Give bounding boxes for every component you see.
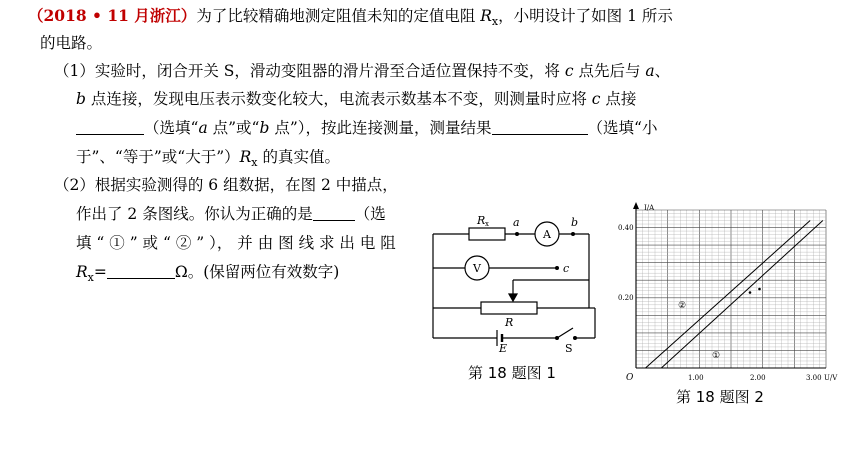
- part2-line4: [76, 262, 339, 288]
- question-intro-line2: [40, 33, 102, 53]
- line2-label: ②: [678, 301, 687, 311]
- point-a-label: a: [645, 62, 655, 80]
- intro-text-a: 为了比较精确地测定阻值未知的定值电阻: [196, 7, 481, 25]
- rx-subscript-2: x: [251, 156, 258, 170]
- label-switch: S: [565, 342, 573, 352]
- x-tick-100: 1.00: [688, 374, 704, 382]
- p2-text-d: 填 “ ① ” 或 “ ② ” ）， 并 由 图 线 求 出 电 阻: [76, 234, 396, 252]
- label-c: c: [563, 262, 570, 275]
- node-c: [555, 266, 559, 270]
- part2-line2: [76, 204, 386, 224]
- data-point: [758, 288, 761, 291]
- p1-text-j: 于”、“等于”或“大于”）: [76, 148, 240, 166]
- answer-blank-4[interactable]: [107, 262, 175, 279]
- resistor-rx: [469, 228, 505, 240]
- question-source: （2018 • 11 月浙江）: [28, 6, 197, 25]
- iu-graph: [612, 200, 848, 390]
- p1-text-a: （1）实验时，闭合开关 S，滑动变阻器的滑片滑至合适位置保持不变，将: [54, 62, 565, 80]
- p1-text-d: 点连接，发现电压表示数变化较大，电流表示数基本不变，则测量时应将: [85, 90, 592, 108]
- label-rx: R: [477, 214, 486, 227]
- answer-blank-1[interactable]: [76, 118, 144, 135]
- p2-text-b: 作出了 2 条图线。你认为正确的是: [76, 205, 313, 223]
- p1-text-b: 点先后与: [573, 62, 646, 80]
- switch-blade: [557, 328, 573, 338]
- p1-text-c: 、: [654, 62, 671, 80]
- p1-text-k: 的真实值。: [257, 148, 340, 166]
- point-b-label: b: [76, 90, 86, 108]
- point-b-label-2: b: [259, 119, 270, 137]
- rheostat: [481, 302, 537, 314]
- x-tick-300: 3.00: [806, 374, 822, 382]
- switch-contact: [573, 336, 577, 340]
- rx-subscript-3: x: [87, 271, 94, 285]
- p1-text-i: （选填“小: [587, 119, 658, 137]
- node-b: [571, 232, 575, 236]
- answer-blank-3[interactable]: [313, 204, 355, 221]
- graph-grid: [636, 210, 826, 368]
- part2-line1: [54, 175, 398, 195]
- part1-line1: [54, 61, 670, 81]
- x-tick-200: 2.00: [750, 374, 766, 382]
- figure2-caption: 第 18 题图 2: [676, 388, 764, 406]
- label-rheostat: R: [505, 316, 514, 329]
- label-ammeter: A: [543, 228, 551, 241]
- rx-subscript: x: [491, 15, 499, 29]
- y-axis-label: I/A: [644, 204, 655, 212]
- p1-text-h: 点”），按此连接测量，测量结果: [269, 119, 492, 137]
- intro-text-c: 的电路。: [40, 34, 103, 52]
- rx-symbol-2: R: [239, 148, 252, 166]
- part1-line2: [76, 89, 636, 109]
- y-tick-040: 0.40: [618, 224, 634, 232]
- line1-label: ①: [712, 351, 721, 361]
- part1-line4: [76, 147, 340, 173]
- label-b: b: [571, 216, 579, 229]
- answer-blank-2[interactable]: [492, 118, 588, 135]
- intro-text-b: ，小明设计了如图 1 所示: [498, 7, 673, 25]
- part1-line3: [76, 118, 657, 138]
- label-a: a: [513, 216, 520, 229]
- question-intro-line1: [28, 6, 673, 32]
- p2-text-f: Ω。(保留两位有效数字): [174, 263, 340, 281]
- data-point: [749, 291, 752, 294]
- p2-text-e: =: [93, 263, 107, 281]
- x-axis-label: U/V: [824, 374, 838, 382]
- figure1-caption: 第 18 题图 1: [468, 364, 556, 382]
- part2-line3: [76, 233, 396, 253]
- y-axis-arrow: [633, 202, 639, 209]
- origin-label: O: [626, 373, 634, 383]
- p1-text-g: 点”或“: [207, 119, 260, 137]
- label-battery: E: [499, 342, 508, 352]
- p2-text-c: （选: [354, 205, 386, 223]
- rx-symbol: R: [480, 7, 492, 25]
- point-c-label-2: c: [591, 90, 601, 108]
- label-voltmeter: V: [473, 262, 481, 275]
- p2-text-a: （2）根据实验测得的 6 组数据，在图 2 中描点，: [54, 176, 398, 194]
- rx-symbol-3: R: [76, 263, 88, 281]
- label-rx-sub: x: [485, 220, 489, 228]
- circuit-diagram: [425, 212, 605, 352]
- node-a: [515, 232, 519, 236]
- point-c-label: c: [564, 62, 574, 80]
- p1-text-f: （选填“: [144, 119, 199, 137]
- slider-arrow: [509, 294, 517, 301]
- y-tick-020: 0.20: [618, 294, 634, 302]
- switch-pivot: [555, 336, 559, 340]
- p1-text-e: 点接: [600, 90, 637, 108]
- point-a-label-2: a: [198, 119, 208, 137]
